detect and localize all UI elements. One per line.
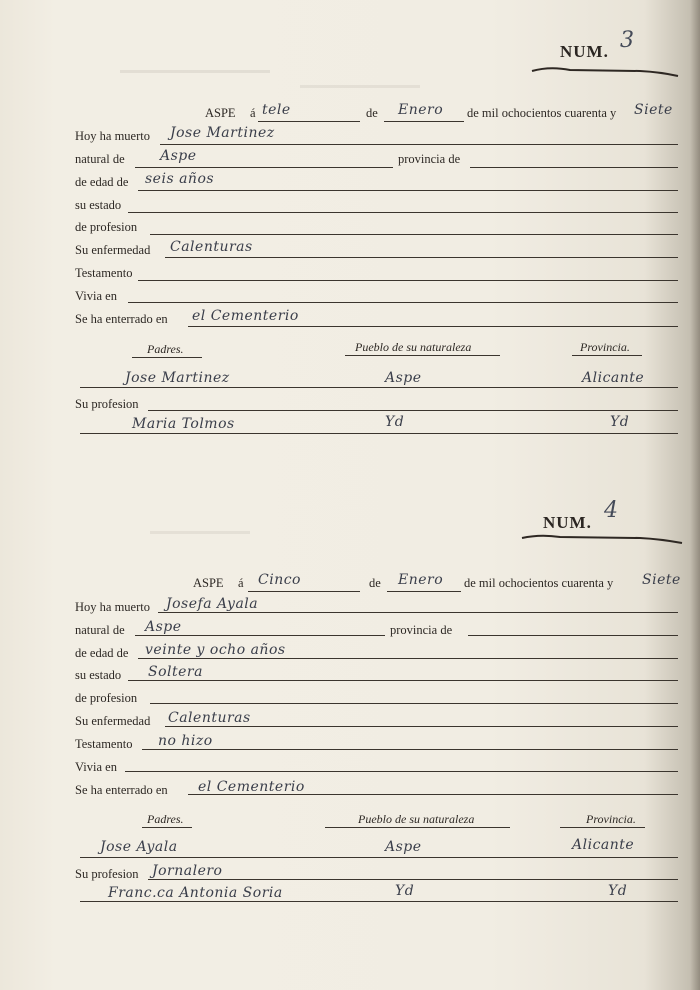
parent-profesion-label: Su profesion — [75, 397, 139, 411]
parent-line — [80, 433, 678, 434]
entry-number-value: 4 — [604, 498, 618, 523]
field-line — [125, 771, 678, 772]
number-underline-swash — [520, 532, 685, 546]
town-label: ASPE — [193, 576, 224, 590]
field-line — [165, 726, 678, 727]
pueblo-header: Pueblo de su naturaleza — [358, 812, 475, 826]
natural-label: natural de — [75, 623, 125, 637]
month-line — [387, 591, 461, 592]
field-line — [142, 749, 678, 750]
mother-pueblo: Yd — [385, 414, 405, 430]
town-label: ASPE — [205, 106, 236, 120]
profesion-label: de profesion — [75, 220, 138, 234]
padres-header: Padres. — [147, 342, 184, 356]
natural-label: natural de — [75, 152, 125, 166]
entry-number-label: NUM. — [560, 42, 609, 61]
age-label: de edad de — [75, 646, 129, 660]
year-text: de mil ochocientos cuarenta y — [467, 106, 617, 120]
father-provincia: Alicante — [572, 837, 635, 853]
estado-value: Soltera — [148, 664, 203, 680]
testamento-label: Testamento — [75, 266, 133, 280]
deceased-value: Josefa Ayala — [166, 596, 259, 612]
field-line — [138, 280, 678, 281]
field-line — [128, 680, 678, 681]
natural-value: Aspe — [160, 148, 197, 164]
age-value: seis años — [145, 171, 215, 187]
father-pueblo: Aspe — [385, 839, 422, 855]
enterrado-label: Se ha enterrado en — [75, 783, 168, 797]
year-text: de mil ochocientos cuarenta y — [464, 576, 614, 590]
enfermedad-value: Calenturas — [168, 710, 251, 726]
day-line — [258, 121, 360, 122]
parent-line — [80, 387, 678, 388]
provincia-label: provincia de — [398, 152, 461, 166]
parent-profesion-label: Su profesion — [75, 867, 139, 881]
header-underline — [132, 357, 202, 358]
enterrado-value: el Cementerio — [198, 779, 305, 795]
field-line — [150, 703, 678, 704]
father-provincia: Alicante — [582, 370, 645, 386]
field-line — [150, 234, 678, 235]
enterrado-label: Se ha enterrado en — [75, 312, 168, 326]
testamento-label: Testamento — [75, 737, 133, 751]
field-line — [135, 167, 393, 168]
year-suffix: Siete — [634, 102, 673, 118]
enfermedad-label: Su enfermedad — [75, 714, 151, 728]
mother-name: Franc.ca Antonia Soria — [108, 885, 283, 901]
parent-line — [80, 901, 678, 902]
deceased-value: Jose Martinez — [170, 125, 275, 141]
mother-provincia: Yd — [610, 414, 630, 430]
day-value: tele — [262, 102, 291, 118]
field-line — [138, 658, 678, 659]
deceased-label: Hoy ha muerto — [75, 600, 150, 614]
deceased-label: Hoy ha muerto — [75, 129, 150, 143]
field-line — [128, 302, 678, 303]
testamento-value: no hizo — [158, 733, 213, 749]
day-line — [248, 591, 360, 592]
padres-header: Padres. — [147, 812, 184, 826]
header-underline — [572, 355, 642, 356]
field-line — [135, 635, 385, 636]
provincia-label: provincia de — [390, 623, 453, 637]
header-underline — [325, 827, 510, 828]
mother-provincia: Yd — [608, 883, 628, 899]
mother-name: Maria Tolmos — [132, 416, 235, 432]
father-name: Jose Martinez — [125, 370, 230, 386]
mother-pueblo: Yd — [395, 883, 415, 899]
father-name: Jose Ayala — [100, 839, 178, 855]
entry-number-value: 3 — [620, 28, 634, 53]
month-line — [384, 121, 464, 122]
bleed-through-mark — [300, 55, 420, 88]
month-label: de — [369, 576, 381, 590]
age-label: de edad de — [75, 175, 129, 189]
year-suffix: Siete — [642, 572, 681, 588]
field-line — [158, 612, 678, 613]
header-underline — [345, 355, 500, 356]
profesion-label: de profesion — [75, 691, 138, 705]
estado-label: su estado — [75, 668, 122, 682]
provincia-header: Provincia. — [580, 340, 630, 354]
field-line — [148, 410, 678, 411]
month-value: Enero — [398, 102, 444, 118]
field-line — [148, 879, 678, 880]
header-underline — [560, 827, 645, 828]
pueblo-header: Pueblo de su naturaleza — [355, 340, 472, 354]
day-value: Cinco — [258, 572, 301, 588]
field-line — [188, 794, 678, 795]
age-value: veinte y ocho años — [145, 642, 286, 658]
bleed-through-mark — [120, 40, 270, 73]
provincia-header: Provincia. — [586, 812, 636, 826]
enfermedad-value: Calenturas — [170, 239, 253, 255]
field-line — [188, 326, 678, 327]
field-line — [165, 257, 678, 258]
number-underline-swash — [530, 64, 680, 78]
header-underline — [142, 827, 192, 828]
bleed-through-mark — [150, 505, 250, 534]
vivia-label: Vivia en — [75, 289, 117, 303]
field-line — [128, 212, 678, 213]
field-line — [160, 144, 678, 145]
enfermedad-label: Su enfermedad — [75, 243, 151, 257]
entry-number-label: NUM. — [543, 513, 592, 532]
vivia-label: Vivia en — [75, 760, 117, 774]
field-line — [468, 635, 678, 636]
enterrado-value: el Cementerio — [192, 308, 299, 324]
month-label: de — [366, 106, 378, 120]
parent-profesion-value: Jornalero — [152, 863, 223, 879]
month-value: Enero — [398, 572, 444, 588]
estado-label: su estado — [75, 198, 122, 212]
preposition-a: á — [238, 576, 244, 590]
natural-value: Aspe — [145, 619, 182, 635]
field-line — [470, 167, 678, 168]
parent-line — [80, 857, 678, 858]
father-pueblo: Aspe — [385, 370, 422, 386]
preposition-a: á — [250, 106, 256, 120]
field-line — [138, 190, 678, 191]
page-edge-shadow — [690, 0, 700, 990]
